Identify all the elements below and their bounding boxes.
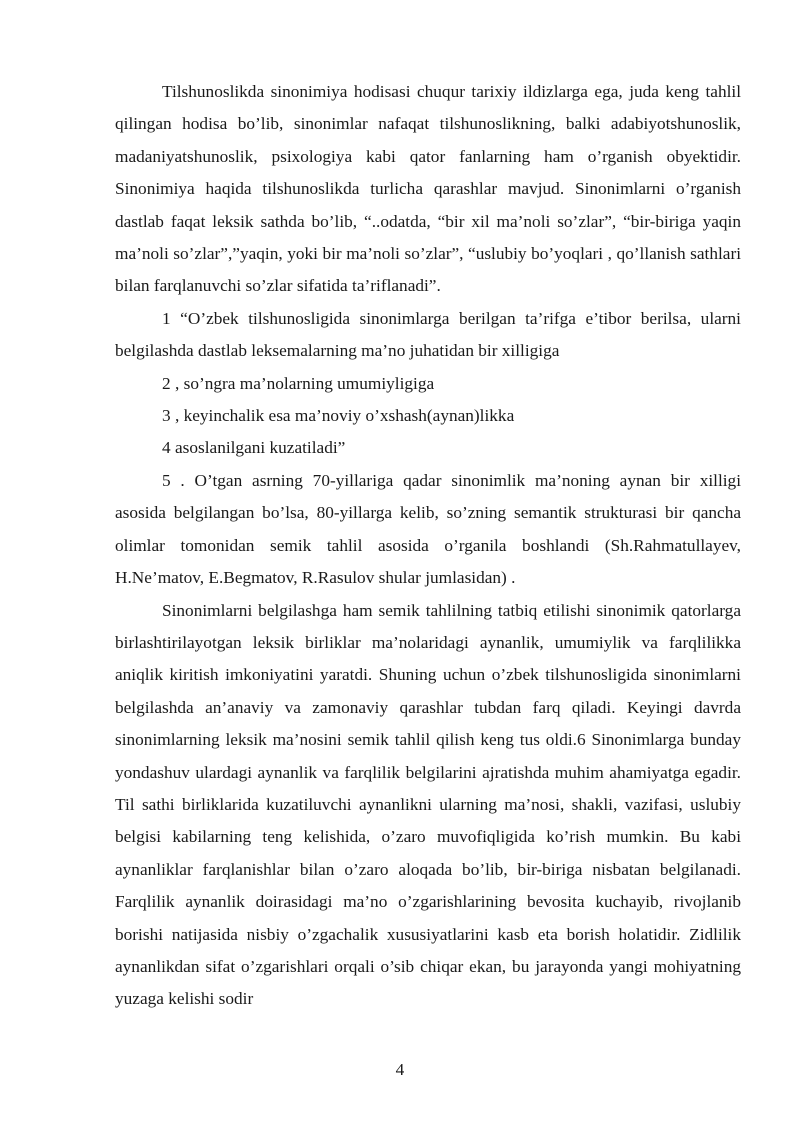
paragraph-footnote-5: 5 . O’tgan asrning 70-yillariga qadar sinonimlik ma’noning aynan bir xilligi asosida belgilangan bo’lsa, 80-yillarga kelib, so’zning semantik strukturasi bir qancha olimlar tomonidan semik tahlil asosida o’rganila boshlandi (Sh.Rahmatullayev, H.Ne’matov, E.Begmatov, R.Rasulov shular jumlasidan) . (115, 470, 741, 588)
page-number: 4 (395, 1060, 405, 1079)
document-page (115, 76, 741, 1016)
paragraph-footnote-4: 4 asoslanilgani kuzatiladi” (162, 438, 346, 458)
paragraph-intro: Tilshunoslikda sinonimiya hodisasi chuqur tarixiy ildizlarga ega, juda keng tahlil qilingan hodisa bo’lib, sinonimlar nafaqat tilshunoslikning, balki adabiyotshunoslik, madaniyatshunoslik, psixologiya kabi qator fanlarning ham o’rganish obyektidir. Sinonimiya haqida tilshunoslikda turlicha qarashlar mavjud. Sinonimlarni o’rganish dastlab faqat leksik sathda bo’lib, “..odatda, “bir xil ma’noli so’zlar”, “bir-biriga yaqin ma’noli so’zlar”,”yaqin, yoki bir ma’noli so’zlar”, “uslubiy bo’yoqlari , qo’llanish sathlari bilan farqlanuvchi so’zlar sifatida ta’riflanadi”. (115, 82, 741, 296)
paragraph-footnote-1: 1 “O’zbek tilshunosligida sinonimlarga berilgan ta’rifga e’tibor berilsa, ularni belgilashda dastlab leksemalarning ma’no juhatidan bir xilligiga (115, 308, 741, 361)
paragraph-footnote-3: 3 , keyinchalik esa ma’noviy o’xshash(aynan)likka (162, 406, 515, 426)
paragraph-footnote-2: 2 , so’ngra ma’nolarning umumiyligiga (162, 373, 435, 393)
paragraph-semik-tahlil: Sinonimlarni belgilashga ham semik tahlilning tatbiq etilishi sinonimik qatorlarga birlashtirilayotgan leksik birliklar ma’nolaridagi aynanlik, umumiylik va farqlilikka aniqlik kiritish imkoniyatini yaratdi. Shuning uchun o’zbek tilshunosligida sinonimlarni belgilashda an’anaviy va zamonaviy qarashlar tubdan farq qiladi. Keyingi davrda sinonimlarning leksik ma’nosini semik tahlil qilish keng tus oldi.6 Sinonimlarga bunday yondashuv ulardagi aynanlik va farqlilik belgilarini ajratishda muhim ahamiyatga egadir. Til sathi birliklarida kuzatiluvchi aynanlikni ularning ma’nosi, shakli, vazifasi, uslubiy belgisi kabilarning teng kelishida, o’zaro muvofiqligida ko’rish mumkin. Bu kabi aynanliklar farqlanishlar bilan o’zaro aloqada bo’lib, bir-biriga nisbatan belgilanadi. Farqlilik aynanlik doirasidagi ma’no o’zgarishlarining bevosita kuchayib, rivojlanib borishi natijasida nisbiy o’zgachalik xususiyatlarini kasb eta borish holatidir. Zidlilik aynanlikdan sifat o’zgarishlari orqali o’sib chiqar ekan, bu jarayonda yangi mohiyatning yuzaga kelishi sodir (115, 600, 741, 1009)
